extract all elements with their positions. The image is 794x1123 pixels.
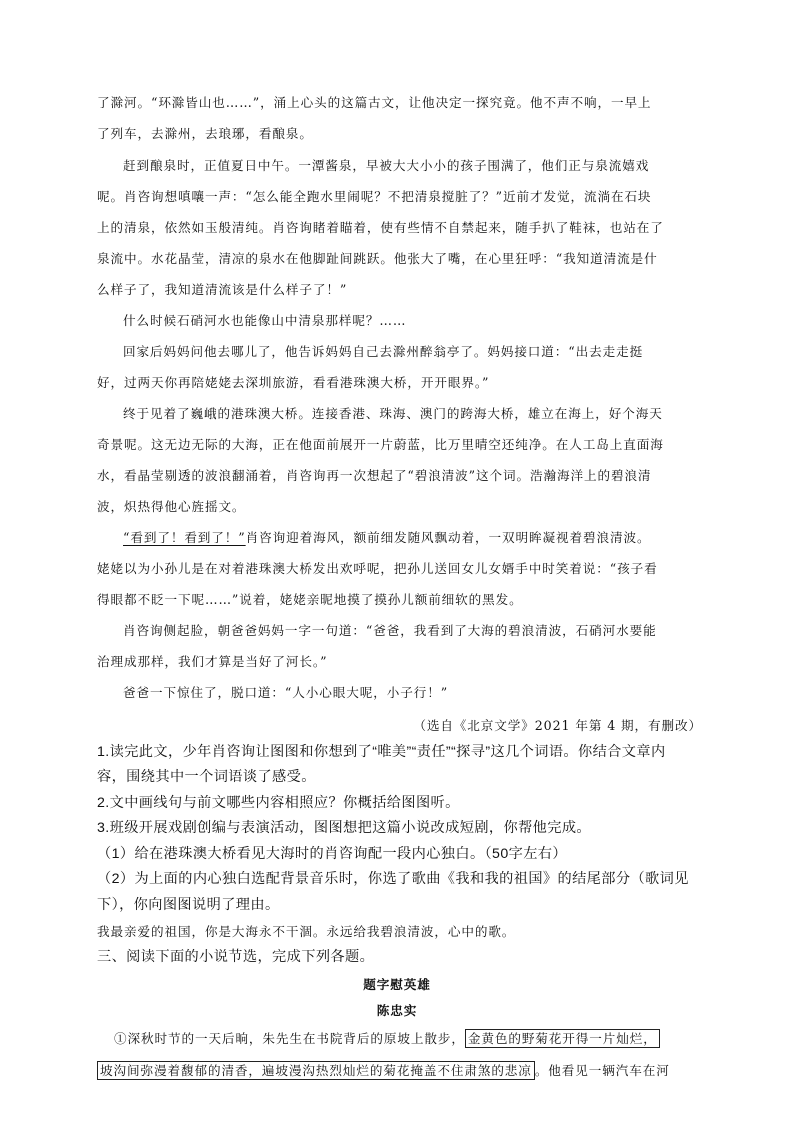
paragraph-line: 水，看晶莹剔透的波浪翻涌着，肖咨询再一次想起了“碧浪清波”这个词。浩瀚海洋上的碧浪清 <box>97 468 652 483</box>
paragraph-line: 呢。肖咨询想嗔嚷一声：“怎么能全跑水里闹呢？不把清泉搅脏了？”近前才发觉，流淌在石块 <box>97 189 652 204</box>
paragraph-line: 奇景呢。这无边无际的大海，正在他面前展开一片蔚蓝，比万里晴空还纯净。在人工岛上直面海 <box>97 437 664 452</box>
paragraph-line: 上的清泉，依然如玉般清纯。肖咨询睹着瞄着，使有些情不自禁起来，随手扒了鞋袜，也站在了 <box>97 220 664 235</box>
section-heading: 三、阅读下面的小说节选，完成下列各题。 <box>97 949 375 965</box>
paragraph-text: 。他看见一辆汽车在河 <box>534 1063 670 1078</box>
paragraph-line: 回家后妈妈问他去哪儿了，他告诉妈妈自己去滁州醉翁亭了。妈妈接口道：“出去走走挺 <box>123 344 644 359</box>
paragraph-line: 终于见着了巍峨的港珠澳大桥。连接香港、珠海、澳门的跨海大桥，雄立在海上，好个海天 <box>123 406 663 421</box>
paragraph-line <box>114 1029 660 1049</box>
paragraph-line: 赶到酿泉时，正值夏日中午。一潭酱泉，早被大大小小的孩子围满了，他们正与泉流嬉戏 <box>123 158 650 173</box>
paragraph-line: 姥姥以为小孙儿是在对着港珠澳大桥发出欢呼呢，把孙儿送回女儿女婿手中时笑着说：“孩子看 <box>97 561 658 576</box>
paragraph-line: 泉流中。水花晶莹，清凉的泉水在他脚趾间跳跃。他张大了嘴，在心里狂呼：“我知道清流是什 <box>97 251 658 266</box>
paragraph-line <box>123 528 650 548</box>
paragraph-line: 得眼都不眨一下呢……”说着，姥姥亲昵地摸了摸孙儿额前细软的黑发。 <box>97 592 523 607</box>
paragraph-text: ①深秋时节的一天后晌，朱先生在书院背后的原坡上散步， <box>114 1031 465 1046</box>
source-citation: （选自《北京文学》2021 年第 4 期，有删改） <box>413 718 702 733</box>
paragraph-line: 什么时候石硝河水也能像山中清泉那样呢？…… <box>123 313 407 328</box>
underlined-sentence: “看到了！看到了！” <box>123 530 246 545</box>
paragraph-line <box>97 1061 670 1081</box>
paragraph-line: 治理成那样，我们才算是当好了河长。” <box>97 654 328 669</box>
paragraph-line: 好，过两天你再陪姥姥去深圳旅游，看看港珠澳大桥，开开眼界。” <box>97 375 490 390</box>
story-title: 题字慰英雄 <box>363 977 431 992</box>
question-1-line: 1.读完此文，少年肖咨询让图图和你想到了“唯美”“责任”“探寻”这几个词语。你结合文章内 <box>97 744 666 760</box>
paragraph-line: 了列车，去滁州，去琅琊，看酿泉。 <box>97 126 313 141</box>
paragraph-line: 波，炽热得他心旌摇文。 <box>97 499 246 514</box>
boxed-sentence: 坡沟间弥漫着馥郁的清香，遍坡漫沟热烈灿烂的菊花掩盖不住肃煞的悲凉 <box>97 1061 535 1080</box>
question-1-line: 容，围绕其中一个词语谈了感受。 <box>97 769 316 785</box>
paragraph-line: 爸爸一下惊住了，脱口道：“人小心眼大呢，小子行！” <box>123 685 449 700</box>
paragraph-line: 肖咨询侧起脸，朝爸爸妈妈一字一句道：“爸爸，我看到了大海的碧浪清波，石硝河水要能 <box>123 623 657 638</box>
question-3-part-2-line: （2）为上面的内心独白选配背景音乐时，你选了歌曲《我和我的祖国》的结尾部分（歌词见 <box>97 871 689 887</box>
paragraph-line: 么样子了，我知道清流该是什么样子了！” <box>97 282 348 297</box>
paragraph-line: 了滁河。“环滁皆山也……”，涌上心头的这篇古文，让他决定一探究竟。他不声不响，一早上 <box>97 95 652 110</box>
song-lyrics: 我最亲爱的祖国，你是大海永不干涸。永远给我碧浪清波，心中的歌。 <box>97 924 516 939</box>
question-2: 2.文中画线句与前文哪些内容相照应？你概括给图图听。 <box>97 795 460 811</box>
boxed-sentence: 金黄色的野菊花开得一片灿烂， <box>465 1029 660 1048</box>
paragraph-text: 肖咨询迎着海风，额前细发随风飘动着，一双明眸凝视着碧浪清波。 <box>245 530 651 545</box>
story-author: 陈忠实 <box>376 1003 418 1018</box>
question-3: 3.班级开展戏剧创编与表演活动，图图想把这篇小说改成短剧，你帮他完成。 <box>97 820 592 836</box>
question-3-part-1: （1）给在港珠澳大桥看见大海时的肖咨询配一段内心独白。（50字左右） <box>97 846 567 862</box>
question-3-part-2-line: 下），你向图图说明了理由。 <box>97 897 280 913</box>
